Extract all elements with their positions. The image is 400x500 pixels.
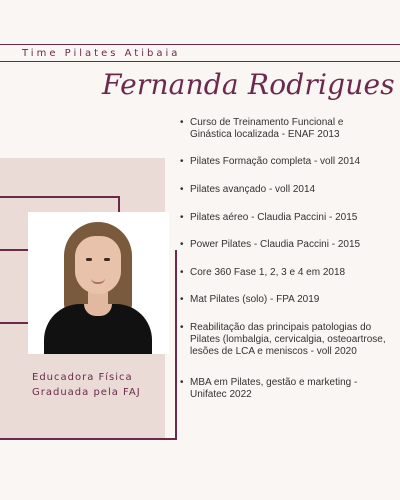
caption-line-2: Graduada pela FAJ	[32, 387, 141, 398]
bullet-icon: •	[180, 239, 184, 250]
list-item-text: Mat Pilates (solo) - FPA 2019	[190, 294, 320, 305]
list-item-text: Ginástica localizada - ENAF 2013	[190, 129, 340, 140]
list-item	[180, 294, 392, 306]
bullet-icon: •	[180, 156, 184, 167]
left-eye	[86, 258, 92, 261]
panel-line-1-vertical	[118, 196, 120, 212]
list-item-text: Pilates aéreo - Claudia Paccini - 2015	[190, 212, 358, 223]
panel-line-1	[0, 196, 120, 198]
brand-name: Time Pilates Atibaia	[22, 48, 181, 59]
top-border-line-lower	[0, 61, 400, 62]
list-item	[180, 377, 392, 401]
list-item	[180, 212, 392, 224]
panel-line-4	[0, 438, 177, 440]
list-item-text: Curso de Treinamento Funcional e	[190, 117, 344, 128]
bullet-icon: •	[180, 267, 184, 278]
panel-line-4-vertical	[175, 250, 177, 440]
list-item-text: Unifatec 2022	[190, 389, 252, 400]
list-item	[180, 117, 392, 141]
list-item	[180, 267, 392, 279]
list-item	[180, 239, 392, 251]
list-item-text: Reabilitação das principais patologias do	[190, 322, 372, 333]
list-item	[180, 184, 392, 196]
list-item-text: Core 360 Fase 1, 2, 3 e 4 em 2018	[190, 267, 346, 278]
face-shape	[75, 236, 121, 294]
instructor-name: Fernanda Rodrigues	[102, 68, 395, 101]
bullet-icon: •	[180, 117, 184, 128]
panel-line-2	[0, 249, 28, 251]
right-eye	[104, 258, 110, 261]
panel-line-3	[0, 322, 28, 324]
list-item-text: Power Pilates - Claudia Paccini - 2015	[190, 239, 361, 250]
list-item	[180, 322, 392, 358]
list-item-text: MBA em Pilates, gestão e marketing -	[190, 377, 358, 388]
caption-line-1: Educadora Física	[32, 372, 133, 383]
profile-photo	[28, 212, 169, 354]
top-border-line	[0, 44, 400, 45]
photo-caption	[32, 370, 141, 400]
bullet-icon: •	[180, 294, 184, 305]
list-item-text: Pilates avançado - voll 2014	[190, 184, 316, 195]
list-item-text: Pilates (lombalgia, cervicalgia, osteoartrose,	[190, 334, 386, 345]
list-item-text: Pilates Formação completa - voll 2014	[190, 156, 361, 167]
bullet-icon: •	[180, 322, 184, 333]
list-item-text: lesões de LCA e meniscos - voll 2020	[190, 346, 357, 357]
bullet-icon: •	[180, 184, 184, 195]
bullet-icon: •	[180, 377, 184, 388]
list-item	[180, 156, 392, 168]
bullet-icon: •	[180, 212, 184, 223]
